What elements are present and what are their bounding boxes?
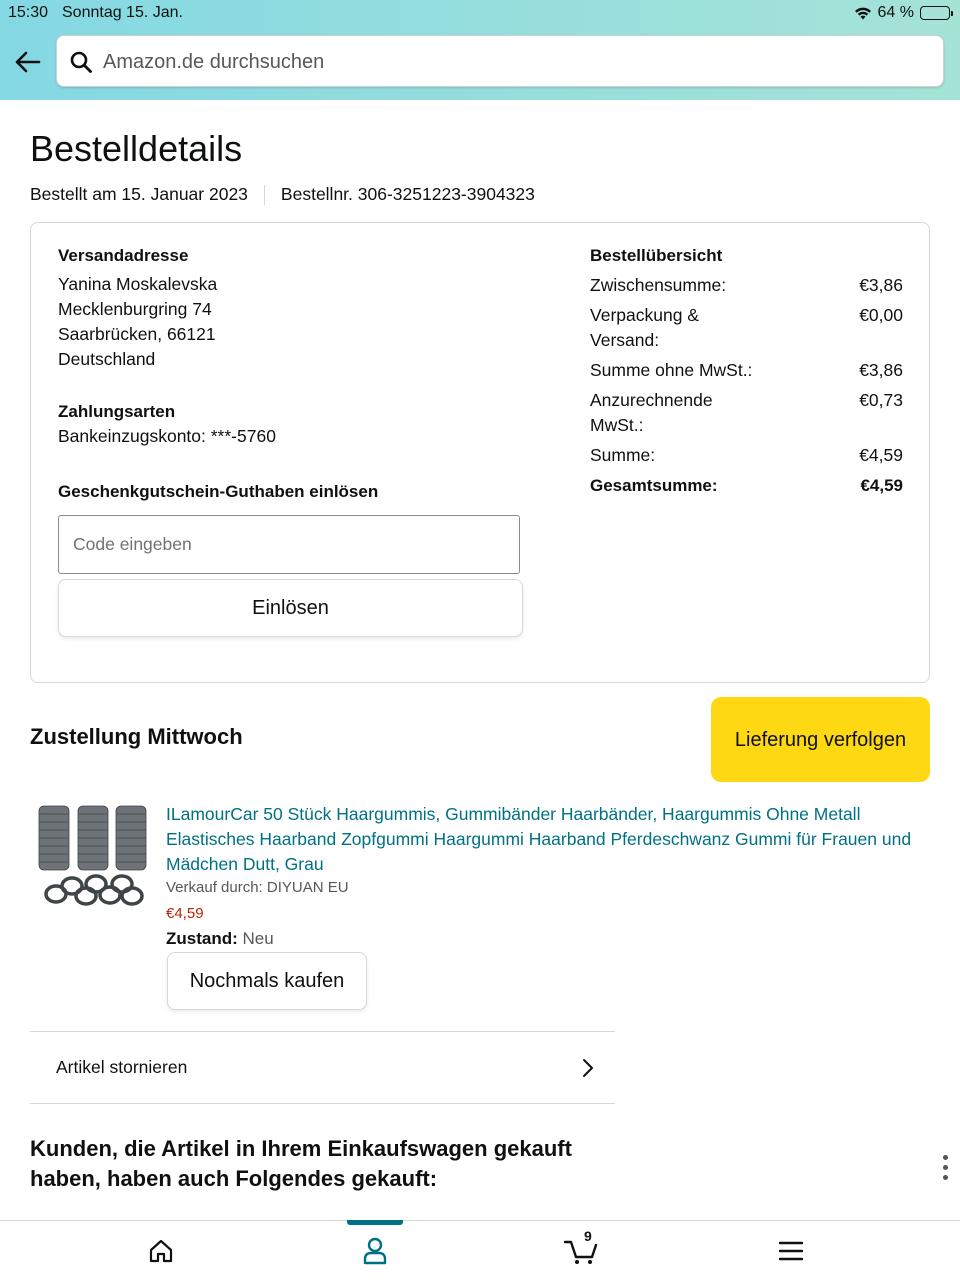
status-time: 15:30 xyxy=(8,4,49,21)
payment-label: Zahlungsarten xyxy=(58,402,176,421)
search-bar[interactable] xyxy=(56,35,944,87)
gift-card-section xyxy=(58,479,378,504)
summary-row xyxy=(590,303,903,353)
cart-icon xyxy=(563,1236,599,1266)
status-bar xyxy=(0,0,960,26)
more-options-icon[interactable] xyxy=(941,1155,949,1181)
summary-key: Zwischensumme: xyxy=(590,275,727,295)
redeem-button[interactable]: Einlösen xyxy=(58,579,523,637)
summary-value: €3,86 xyxy=(859,360,903,380)
order-number: Bestellnr. 306-3251223-3904323 xyxy=(280,184,535,204)
address-line: Mecklenburgring 74 xyxy=(58,299,212,319)
address-line: Yanina Moskalevska xyxy=(58,274,218,294)
gift-code-input[interactable] xyxy=(58,515,520,574)
divider xyxy=(30,1103,615,1104)
search-input[interactable] xyxy=(103,48,923,76)
chevron-right-icon xyxy=(581,1057,595,1079)
delivery-title: Zustellung Mittwoch xyxy=(30,724,243,749)
address-line: Saarbrücken, 66121 xyxy=(58,324,216,344)
top-bar xyxy=(0,0,960,100)
payment-section xyxy=(58,399,276,449)
account-icon xyxy=(362,1237,388,1265)
search-icon[interactable] xyxy=(69,50,93,74)
summary-total-row xyxy=(590,473,903,498)
cancel-item-row[interactable] xyxy=(30,1032,615,1103)
summary-row xyxy=(590,358,903,383)
cart-count: 9 xyxy=(584,1228,592,1244)
summary-key: Anzurechnende MwSt.: xyxy=(590,390,713,435)
condition-value: Neu xyxy=(242,929,274,948)
summary-key: Summe ohne MwSt.: xyxy=(590,360,753,380)
order-meta xyxy=(30,184,535,205)
menu-icon xyxy=(778,1240,804,1262)
recommendations-title: Kunden, die Artikel in Ihrem Einkaufswagen gekauft haben, haben auch Folgendes gekauft: xyxy=(30,1136,572,1191)
bottom-nav xyxy=(0,1220,960,1280)
shipping-label: Versandadresse xyxy=(58,246,189,265)
summary-label: Bestellübersicht xyxy=(590,246,723,265)
order-info-card xyxy=(30,222,930,683)
summary-key: Summe: xyxy=(590,445,656,465)
gift-card-label: Geschenkgutschein-Guthaben einlösen xyxy=(58,482,379,501)
order-summary xyxy=(590,243,903,503)
summary-value: €3,86 xyxy=(859,275,903,295)
summary-row xyxy=(590,388,903,438)
nav-menu[interactable] xyxy=(741,1221,841,1280)
track-package-button[interactable]: Lieferung verfolgen xyxy=(711,697,930,782)
summary-key: Verpackung & Versand: xyxy=(590,305,699,350)
total-value: €4,59 xyxy=(860,476,903,495)
summary-value: €0,00 xyxy=(859,305,903,325)
wifi-icon xyxy=(854,6,872,20)
summary-row xyxy=(590,273,903,298)
summary-value: €4,59 xyxy=(859,445,903,465)
status-date: Sonntag 15. Jan. xyxy=(62,4,183,21)
address-line: Deutschland xyxy=(58,349,156,369)
product-title-link[interactable]: ILamourCar 50 Stück Haargummis, Gummibänder Haarbänder, Haargummis Ohne Metall Elastisches Haarband Zopfgummi Haargummi Haarband Pferdeschwanz Gummi für Frauen und Mädchen Dutt, Grau xyxy=(166,804,912,874)
payment-method: Bankeinzugskonto: ***-5760 xyxy=(58,426,276,446)
cancel-item-label: Artikel stornieren xyxy=(56,1057,188,1077)
page-title: Bestelldetails xyxy=(30,128,243,169)
back-arrow-icon[interactable] xyxy=(12,46,44,78)
product-price: €4,59 xyxy=(166,905,204,922)
status-right xyxy=(854,4,950,22)
battery-percent: 64 % xyxy=(877,4,914,21)
battery-icon xyxy=(920,6,950,20)
summary-value: €0,73 xyxy=(859,390,903,410)
product-image[interactable] xyxy=(34,802,152,914)
buy-again-button[interactable]: Nochmals kaufen xyxy=(167,952,367,1010)
total-label: Gesamtsumme: xyxy=(590,476,718,495)
nav-cart[interactable] xyxy=(531,1221,631,1280)
shipping-address xyxy=(58,243,217,372)
summary-row xyxy=(590,443,903,468)
nav-home[interactable] xyxy=(111,1221,211,1280)
product-condition xyxy=(166,929,274,949)
meta-divider xyxy=(264,185,265,205)
home-icon xyxy=(148,1238,174,1264)
order-date: Bestellt am 15. Januar 2023 xyxy=(30,184,248,204)
nav-account[interactable] xyxy=(325,1221,425,1280)
condition-label: Zustand: xyxy=(166,929,238,948)
product-seller: Verkauf durch: DIYUAN EU xyxy=(166,879,349,896)
